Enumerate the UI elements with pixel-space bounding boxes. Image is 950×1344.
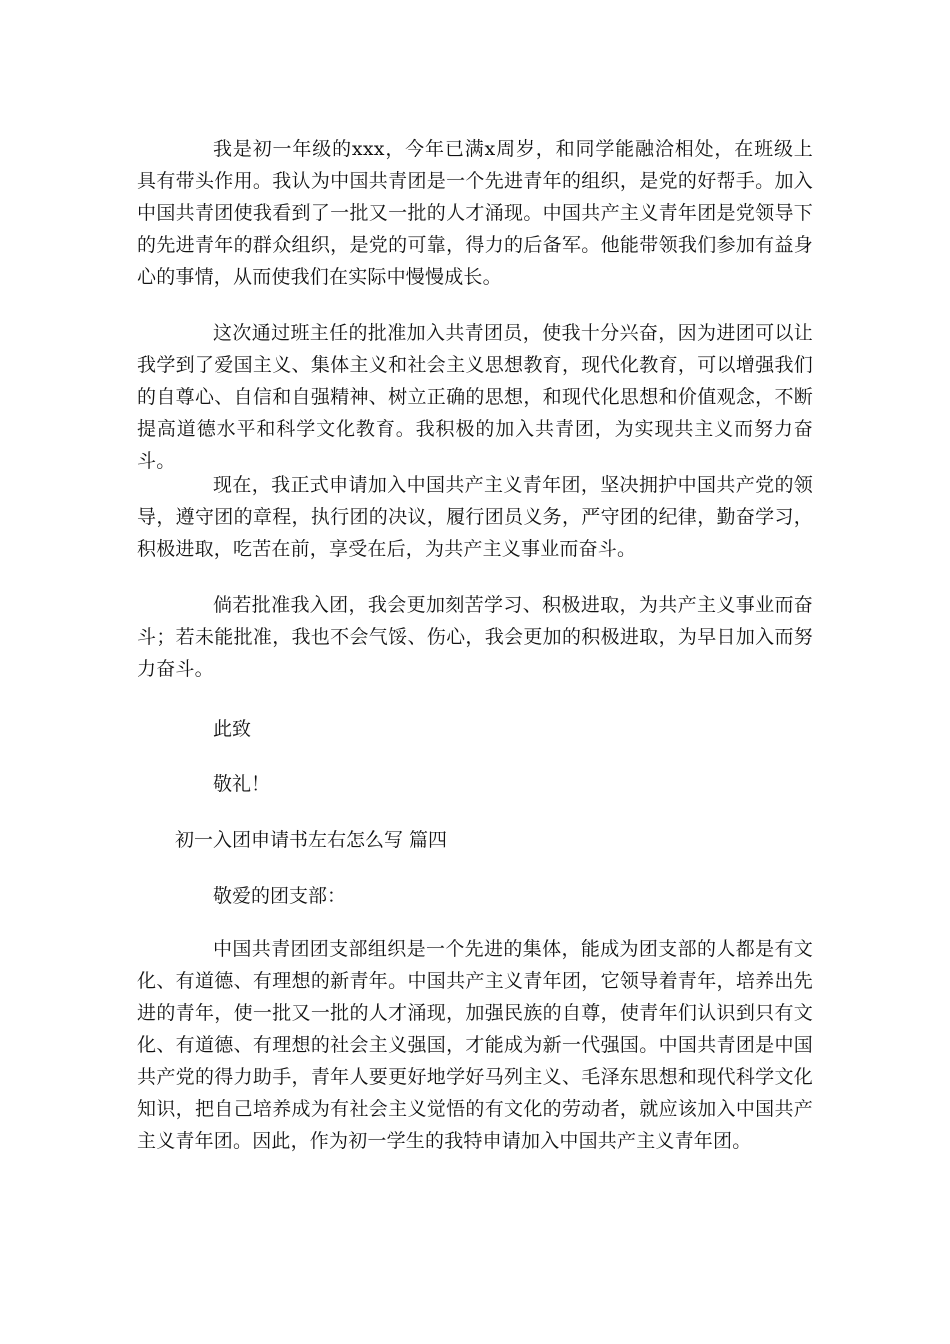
closing-salutation: 此致 (213, 718, 252, 740)
closing-regards: 敬礼！ (213, 773, 271, 795)
section-title: 初一入团申请书左右怎么写 篇四 (175, 829, 448, 851)
paragraph-4: 倘若批准我入团，我会更加刻苦学习、积极进取，为共产主义事业而奋斗；若未能批准，我也不会气馁、伤心，我会更加的积极进取，为早日加入而努力奋斗。 (137, 594, 813, 680)
paragraph-2: 这次通过班主任的批准加入共青团员，使我十分兴奋，因为进团可以让我学到了爱国主义、集体主义和社会主义思想教育，现代化教育，可以增强我们的自尊心、自信和自强精神、树立正确的思想，和现代化思想和价值观念，不断提高道德水平和科学文化教育。我积极的加入共青团，为实现共主义而努力奋斗。 (137, 322, 813, 472)
paragraph-1: 我是初一年级的xxx，今年已满x周岁，和同学能融洽相处，在班级上具有带头作用。我认为中国共青团是一个先进青年的组织，是党的好帮手。加入中国共青团使我看到了一批又一批的人才涌现。中国共产主义青年团是党领导下的先进青年的群众组织，是党的可靠，得力的后备军。他能带领我们参加有益身心的事情，从而使我们在实际中慢慢成长。 (137, 138, 813, 288)
paragraph-3: 现在，我正式申请加入中国共产主义青年团，坚决拥护中国共产党的领导，遵守团的章程，执行团的决议，履行团员义务，严守团的纪律，勤奋学习，积极进取，吃苦在前，享受在后，为共产主义事业而奋斗。 (137, 474, 813, 560)
salutation: 敬爱的团支部： (213, 885, 347, 907)
paragraph-5: 中国共青团团支部组织是一个先进的集体，能成为团支部的人都是有文化、有道德、有理想的新青年。中国共产主义青年团，它领导着青年，培养出先进的青年，使一批又一批的人才涌现，加强民族的自尊，使青年们认识到只有文化、有道德、有理想的社会主义强国，才能成为新一代强国。中国共青团是中国共产党的得力助手，青年人要更好地学好马列主义、毛泽东思想和现代科学文化知识，把自己培养成为有社会主义觉悟的有文化的劳动者，就应该加入中国共产主义青年团。因此，作为初一学生的我特申请加入中国共产主义青年团。 (137, 938, 813, 1152)
